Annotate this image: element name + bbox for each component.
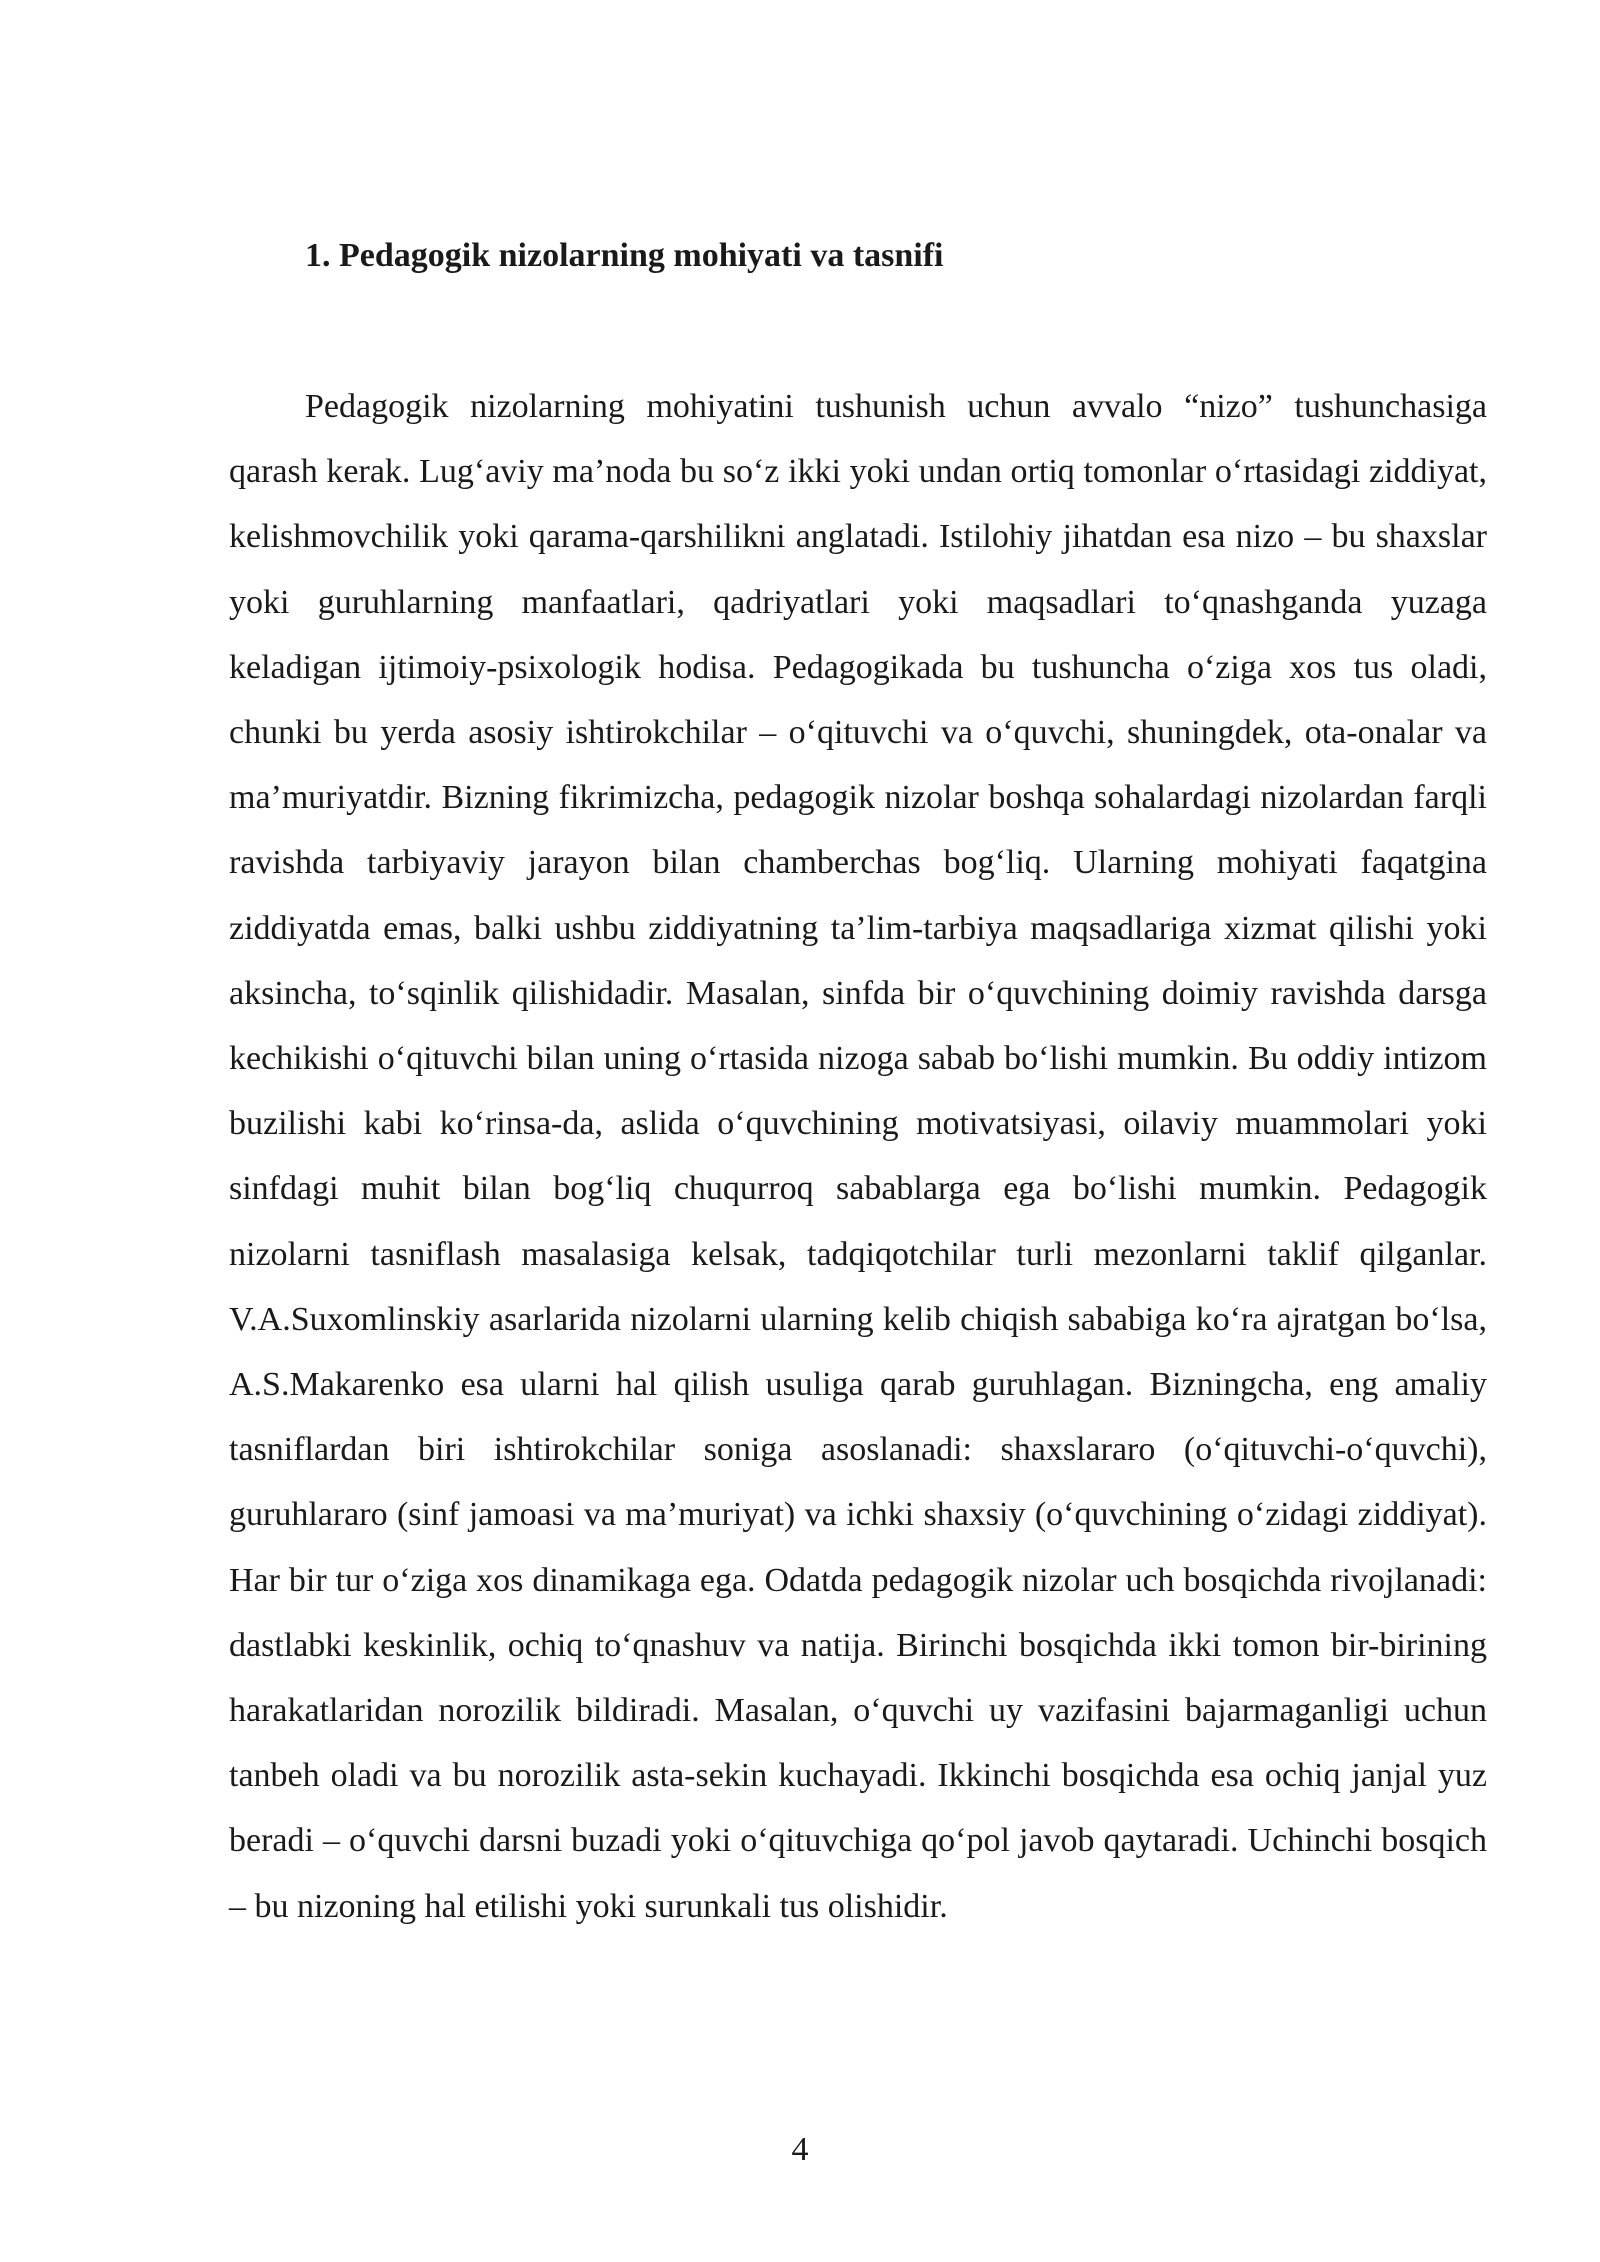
section-heading: 1. Pedagogik nizolarning mohiyati va tasnifi (305, 237, 944, 274)
page-number: 4 (791, 2131, 809, 2168)
body-paragraph: Pedagogik nizolarning mohiyatini tushunish uchun avvalo “nizo” tushunchasiga qarash kerak. Lug‘aviy ma’noda bu so‘z ikki yoki undan ortiq tomonlar o‘rtasidagi ziddiyat, kelishmovchilik yoki qarama-qarshilikni anglatadi. Istilohiy jihatdan esa nizo – bu shaxslar yoki guruhlarning manfaatlari, qadriyatlari yoki maqsadlari to‘qnashganda yuzaga keladigan ijtimoiy-psixologik hodisa. Pedagogikada bu tushuncha o‘ziga xos tus oladi, chunki bu yerda asosiy ishtirokchilar – o‘qituvchi va o‘quvchi, shuningdek, ota-onalar va ma’muriyatdir. Bizning fikrimizcha, pedagogik nizolar boshqa sohalardagi nizolardan farqli ravishda tarbiyaviy jarayon bilan chamberchas bog‘liq. Ularning mohiyati faqatgina ziddiyatda emas, balki ushbu ziddiyatning ta’lim-tarbiya maqsadlariga xizmat qilishi yoki aksincha, to‘sqinlik qilishidadir. Masalan, sinfda bir o‘quvchining doimiy ravishda darsga kechikishi o‘qituvchi bilan uning o‘rtasida nizoga sabab bo‘lishi mumkin. Bu oddiy intizom buzilishi kabi ko‘rinsa-da, aslida o‘quvchining motivatsiyasi, oilaviy muammolari yoki sinfdagi muhit bilan bog‘liq chuqurroq sabablarga ega bo‘lishi mumkin. Pedagogik nizolarni tasniflash masalasiga kelsak, tadqiqotchilar turli mezonlarni taklif qilganlar. V.A.Suxomlinskiy asarlarida nizolarni ularning kelib chiqish sababiga ko‘ra ajratgan bo‘lsa, A.S.Makarenko esa ularni hal qilish usuliga qarab guruhlagan. Bizningcha, eng amaliy tasniflardan biri ishtirokchilar soniga asoslanadi: shaxslararo (o‘qituvchi-o‘quvchi), guruhlararo (sinf jamoasi va ma’muriyat) va ichki shaxsiy (o‘quvchining o‘zidagi ziddiyat). Har bir tur o‘ziga xos dinamikaga ega. Odatda pedagogik nizolar uch bosqichda rivojlanadi: dastlabki keskinlik, ochiq to‘qnashuv va natija. Birinchi bosqichda ikki tomon bir-birining harakatlaridan norozilik bildiradi. Masalan, o‘quvchi uy vazifasini bajarmaganligi uchun tanbeh oladi va bu norozilik asta-sekin kuchayadi. Ikkinchi bosqichda esa ochiq janjal yuz beradi – o‘quvchi darsni buzadi yoki o‘qituvchiga qo‘pol javob qaytaradi. Uchinchi bosqich – bu nizoning hal etilishi yoki surunkali tus olishidir. (229, 388, 1487, 1925)
